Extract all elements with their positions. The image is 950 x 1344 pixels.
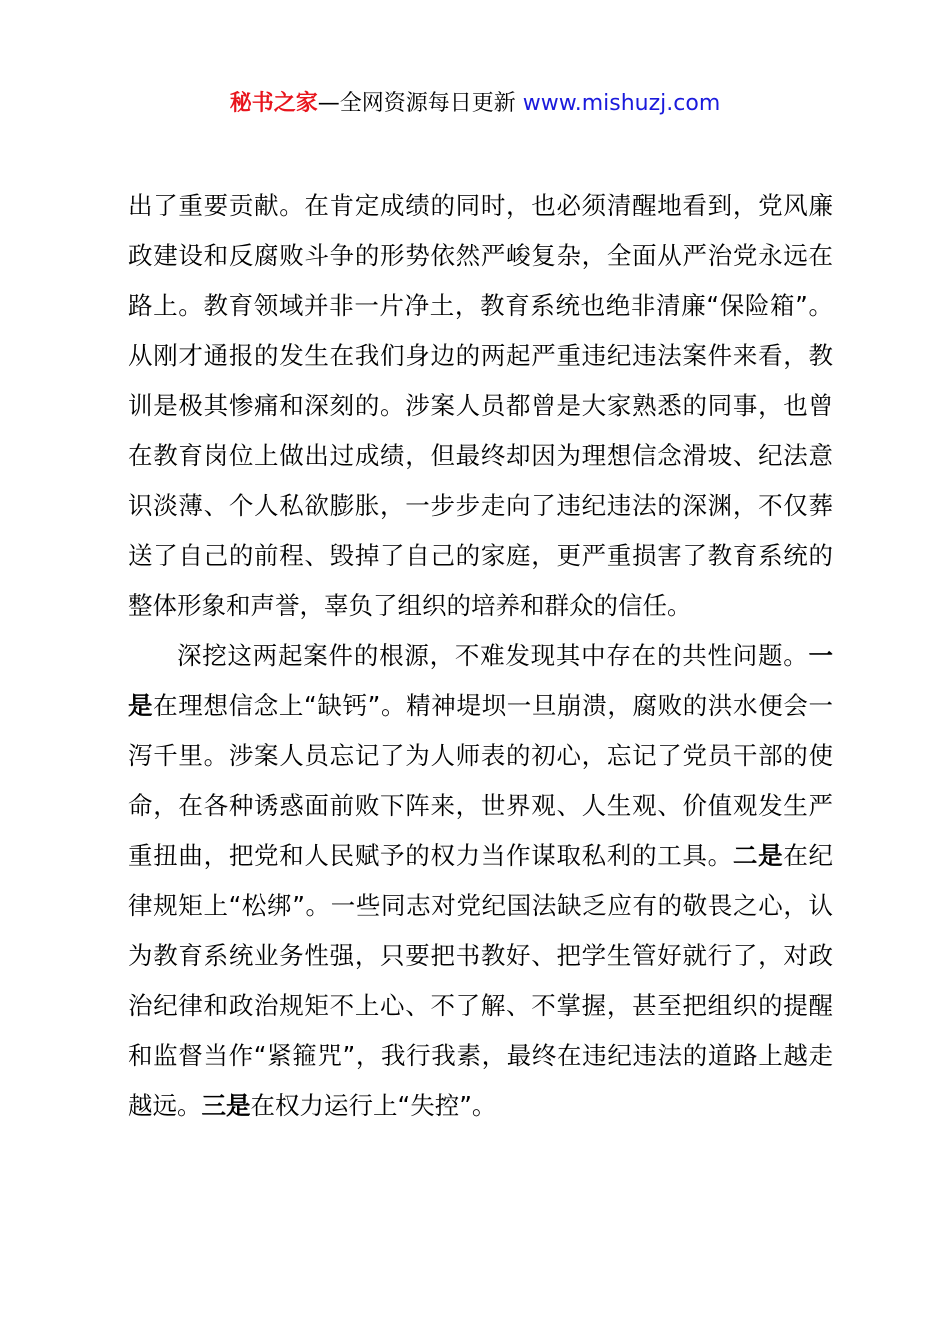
point-three-text: 在权力运行上“失控”。 bbox=[250, 1091, 497, 1120]
paragraph-intro: 深挖这两起案件的根源，不难发现其中存在的共性问题。 bbox=[177, 641, 809, 670]
document-body bbox=[128, 181, 833, 1131]
point-two-text: 在纪律规矩上“松绑”。一些同志对党纪国法缺乏应有的敬畏之心，认为教育系统业务性强，只要把书教好、把学生管好就行了，对政治纪律和政治规矩不上心、不了解、不掌握，甚至把组织的提醒和监督当作“紧箍咒”，我行我素，最终在违纪违法的道路上越走越远。 bbox=[128, 841, 834, 1120]
point-one-text: 在理想信念上“缺钙”。精神堤坝一旦崩溃，腐败的洪水便会一泻千里。涉案人员忘记了为人师表的初心，忘记了党员干部的使命，在各种诱惑面前败下阵来，世界观、人生观、价值观发生严重扭曲，把党和人民赋予的权力当作谋取私利的工具。 bbox=[128, 691, 834, 870]
paragraph-root-causes bbox=[128, 631, 833, 1131]
brand-name: 秘书之家 bbox=[229, 91, 318, 116]
site-url-link[interactable]: www.mishuzj.com bbox=[522, 91, 721, 116]
page-header bbox=[0, 88, 950, 120]
header-slogan: —全网资源每日更新 bbox=[317, 91, 523, 116]
paragraph-continuation: 出了重要贡献。在肯定成绩的同时，也必须清醒地看到，党风廉政建设和反腐败斗争的形势依然严峻复杂，全面从严治党永远在路上。教育领域并非一片净土，教育系统也绝非清廉“保险箱”。从刚才通报的发生在我们身边的两起严重违纪违法案件来看，教训是极其惨痛和深刻的。涉案人员都曾是大家熟悉的同事，也曾在教育岗位上做出过成绩，但最终却因为理想信念滑坡、纪法意识淡薄、个人私欲膨胀，一步步走向了违纪违法的深渊，不仅葬送了自己的前程、毁掉了自己的家庭，更严重损害了教育系统的整体形象和声誉，辜负了组织的培养和群众的信任。 bbox=[128, 191, 833, 620]
point-three-label: 三是 bbox=[201, 1091, 251, 1120]
point-one-label: 一是 bbox=[128, 641, 833, 720]
point-two-label: 二是 bbox=[732, 841, 784, 870]
